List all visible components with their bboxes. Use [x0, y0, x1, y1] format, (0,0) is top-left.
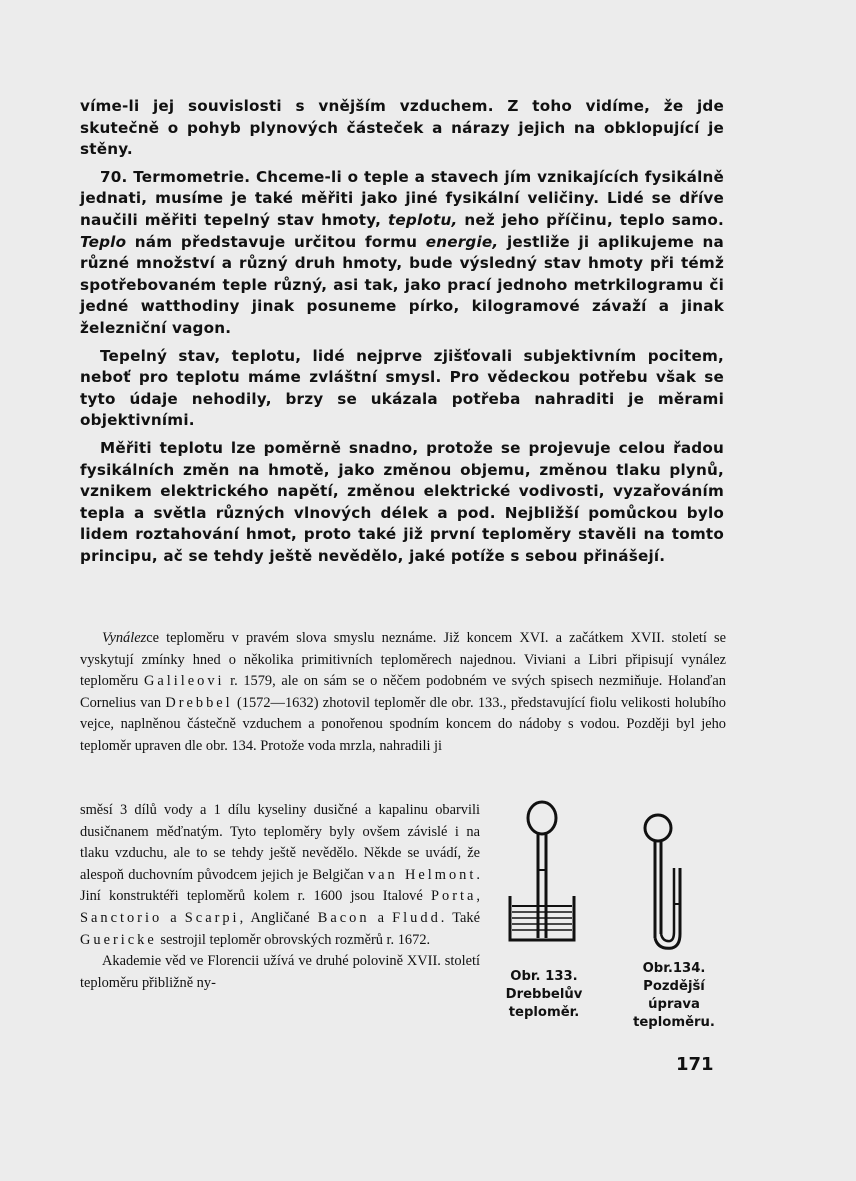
- paragraph-top: víme-li jej souvislosti s vnějším vzduchem. Z toho vidíme, že jde skutečně o pohyb plynových částeček a nárazy jejich na obklopující je stěny.: [80, 97, 724, 159]
- caption-line: teploměru.: [633, 1015, 715, 1030]
- paragraph-3: Měřiti teplotu lze poměrně snadno, protože se projevuje celou řadou fysikálních změn na hmotě, jako změnou objemu, změnou tlaku plynů, vznikem elektrického napětí, změnou elektrické vodivosti, vyzařováním tepla a světla různých vlnových délek a pod. Nejbližší pomůckou bylo lidem roztahování hmot, proto také již první teploměry stavěli na tomto principu, ač se tehdy ještě nevědělo, jaké potíže s sebou přinášejí.: [80, 438, 724, 565]
- small-text: . Také: [440, 909, 480, 926]
- name-scarpi: Scarpi: [184, 909, 240, 926]
- section-text: nám představuje určitou formu: [126, 232, 426, 251]
- caption-line: teploměr.: [508, 1005, 580, 1020]
- caption-line: Obr.134.: [642, 961, 706, 976]
- figure-133-caption: [496, 968, 592, 1022]
- caption-line: úprava: [648, 997, 700, 1012]
- small-text: ,: [476, 888, 480, 905]
- small-paragraph: [80, 628, 726, 758]
- name-galilei: Galileovi: [143, 673, 225, 690]
- caption-line: Pozdější: [643, 979, 705, 994]
- name-porta: Porta: [431, 888, 477, 905]
- small-print: [80, 628, 726, 758]
- last-paragraph: Akademie věd ve Florencii užívá ve druhé polovině XVII. století teploměru přibližně ny-: [80, 953, 480, 991]
- small-text: . Jiní konstruktéři teploměrů kolem r. 1600 jsou Italové: [80, 866, 480, 905]
- small-text: , Angličané: [239, 909, 318, 926]
- section-number: 70.: [100, 167, 128, 186]
- name-fludd: Fludd: [392, 909, 441, 926]
- figure-133-drebbel-thermometer: [500, 800, 584, 950]
- main-text: [80, 96, 724, 567]
- small-text: ce teploměru v pravém slova smyslu neznáme. Již koncem XVI. a začátkem XVII. století se vyskytují zmínky hned o několika primitivních teploměrech najednou. Viviani a Libri připisují vynález teploměru: [80, 630, 726, 690]
- section-text: jestliže ji aplikujeme na různé množství a různý druh hmoty, bude výsledný stav hmoty při témž spotřebovaném teple různý, asi tak, jako prací jednoho metrkilogramu či jedné watthodiny jinak posuneme pírko, kilogramové závaží a jinak železniční vagon.: [80, 232, 724, 337]
- page-number: 171: [676, 1054, 714, 1075]
- section-heading: Termometrie.: [133, 167, 251, 186]
- small-text: směsí 3 dílů vody a 1 dílu kyseliny dusičné a kapalinu obarvili dusičnanem měďnatým. Tyto teploměry byly ovšem závislé i na tlaku vzduchu, ale to se tehdy ještě nevědělo. Někde se uvádí, že alespoň duchovním původcem jejich je Belgičan: [80, 802, 480, 883]
- section-text: Chceme-li o teple a stavech jím vznikajících fysikálně jednati, musíme je také měřiti jako jiné fysikální veličiny. Lidé se dříve naučili měřiti tepelný stav hmoty,: [80, 167, 724, 229]
- caption-line: Drebbelův: [505, 987, 583, 1002]
- name-sanctorio: Sanctorio: [80, 909, 163, 926]
- emphasis-vynalez: Vynález: [102, 630, 147, 646]
- emphasis-teplo: Teplo: [80, 232, 127, 251]
- caption-line: Obr. 133.: [510, 969, 578, 984]
- section-70: [80, 167, 724, 340]
- small-text: sestrojil teploměr obrovských rozměrů r. 1672.: [156, 931, 431, 948]
- wrapped-text: [80, 800, 480, 994]
- name-helmont: van Helmont: [367, 866, 477, 883]
- figure-134-later-thermometer: [636, 808, 696, 958]
- emphasis-energie: energie,: [425, 232, 499, 251]
- paragraph-2: Tepelný stav, teplotu, lidé nejprve zjišťovali subjektivním pocitem, neboť pro teplotu máme zvláštní smysl. Pro vědeckou potřebu však se tyto údaje nehodily, brzy se ukázala potřeba nahraditi je měrami objektivními.: [80, 346, 724, 430]
- small-text: a: [369, 909, 393, 926]
- name-guericke: Guericke: [80, 931, 157, 948]
- wrapped-paragraph: [80, 800, 480, 951]
- emphasis-teplotu: teplotu,: [387, 210, 458, 229]
- small-text: (1572—1632) zhotovil teploměr dle obr. 133., představující fiolu velikosti holubího vejce, naplněnou částečně vzduchem a ponořenou spodním koncem do nádoby s vodou. Později byl jeho teploměr upraven dle obr. 134. Protože voda mrzla, nahradili ji: [80, 694, 727, 754]
- section-text: než jeho příčinu, teplo samo.: [457, 210, 725, 229]
- name-drebbel: Drebbel: [165, 694, 233, 711]
- small-text: r. 1579, ale on sám se o něčem podobném ve svých spisech nezmiňuje. Holanďan Cornelius van: [80, 673, 727, 711]
- name-bacon: Bacon: [317, 909, 370, 926]
- small-text: a: [162, 909, 185, 926]
- figure-134-caption: [620, 960, 728, 1032]
